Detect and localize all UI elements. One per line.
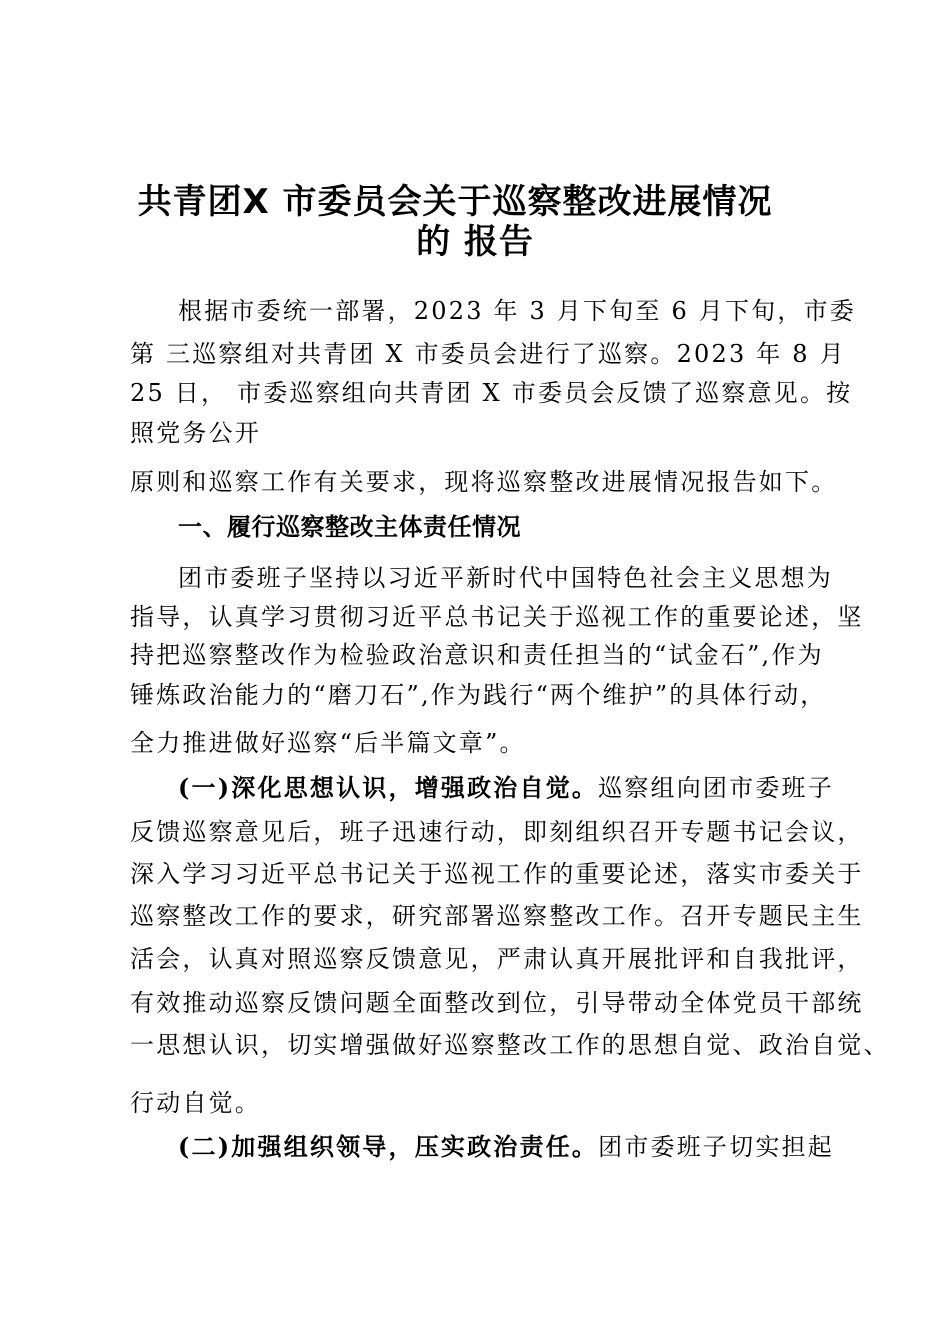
intro-line: 根据市委统一部署，2023 年 3 月下旬至 6 月下旬，市委 [178, 297, 856, 325]
document-title-line-2: 的 报告 [416, 222, 534, 262]
subsection-first-line [178, 773, 840, 803]
intro-line: 原则和巡察工作有关要求，现将巡察整改进展情况报告如下。 [130, 468, 838, 496]
paragraph-line: 有效推动巡察反馈问题全面整改到位，引导带动全体党员干部统 [130, 989, 864, 1017]
section-heading: 一、履行巡察整改主体责任情况 [178, 513, 521, 541]
paragraph-line: 巡察整改工作的要求，研究部署巡察整改工作。召开专题民主生 [130, 902, 864, 930]
paragraph-line: 深入学习习近平总书记关于巡视工作的重要论述，落实市委关于 [130, 860, 864, 888]
subsection-lead: (二)加强组织领导，压实政治责任。 [178, 1132, 599, 1161]
intro-line: 25 日， 市委巡察组向共青团 X 市委员会反馈了巡察意见。按 [130, 379, 853, 407]
document-title-line-1: 共青团X 市委员会关于巡察整改进展情况 [137, 182, 773, 222]
intro-line: 第 三巡察组对共青团 X 市委员会进行了巡察。2023 年 8 月 [130, 340, 846, 368]
subsection-lead: (一)深化思想认识，增强政治自觉。 [178, 773, 599, 802]
paragraph-line: 锤炼政治能力的“磨刀石”,作为践行“两个维护”的具体行动， [130, 681, 827, 709]
subsection-text: 团市委班子切实担起 [598, 1133, 834, 1161]
paragraph-line: 全力推进做好巡察“后半篇文章”。 [130, 729, 526, 757]
subsection-first-line [178, 1132, 840, 1162]
paragraph-line: 持把巡察整改作为检验政治意识和责任担当的“试金石”,作为 [130, 641, 824, 669]
subsection-text: 巡察组向团市委班子 [598, 774, 834, 802]
paragraph-line: 行动自觉。 [130, 1089, 261, 1117]
paragraph-line: 一思想认识，切实增强做好巡察整改工作的思想自觉、政治自觉、 [130, 1031, 890, 1059]
paragraph-line: 指导，认真学习贯彻习近平总书记关于巡视工作的重要论述，坚 [130, 603, 864, 631]
paragraph-line: 团市委班子坚持以习近平新时代中国特色社会主义思想为 [178, 564, 833, 592]
intro-line: 照党务公开 [130, 419, 261, 447]
paragraph-line: 反馈巡察意见后，班子迅速行动，即刻组织召开专题书记会议， [130, 818, 864, 846]
paragraph-line: 活会，认真对照巡察反馈意见，严肃认真开展批评和自我批评， [130, 945, 864, 973]
